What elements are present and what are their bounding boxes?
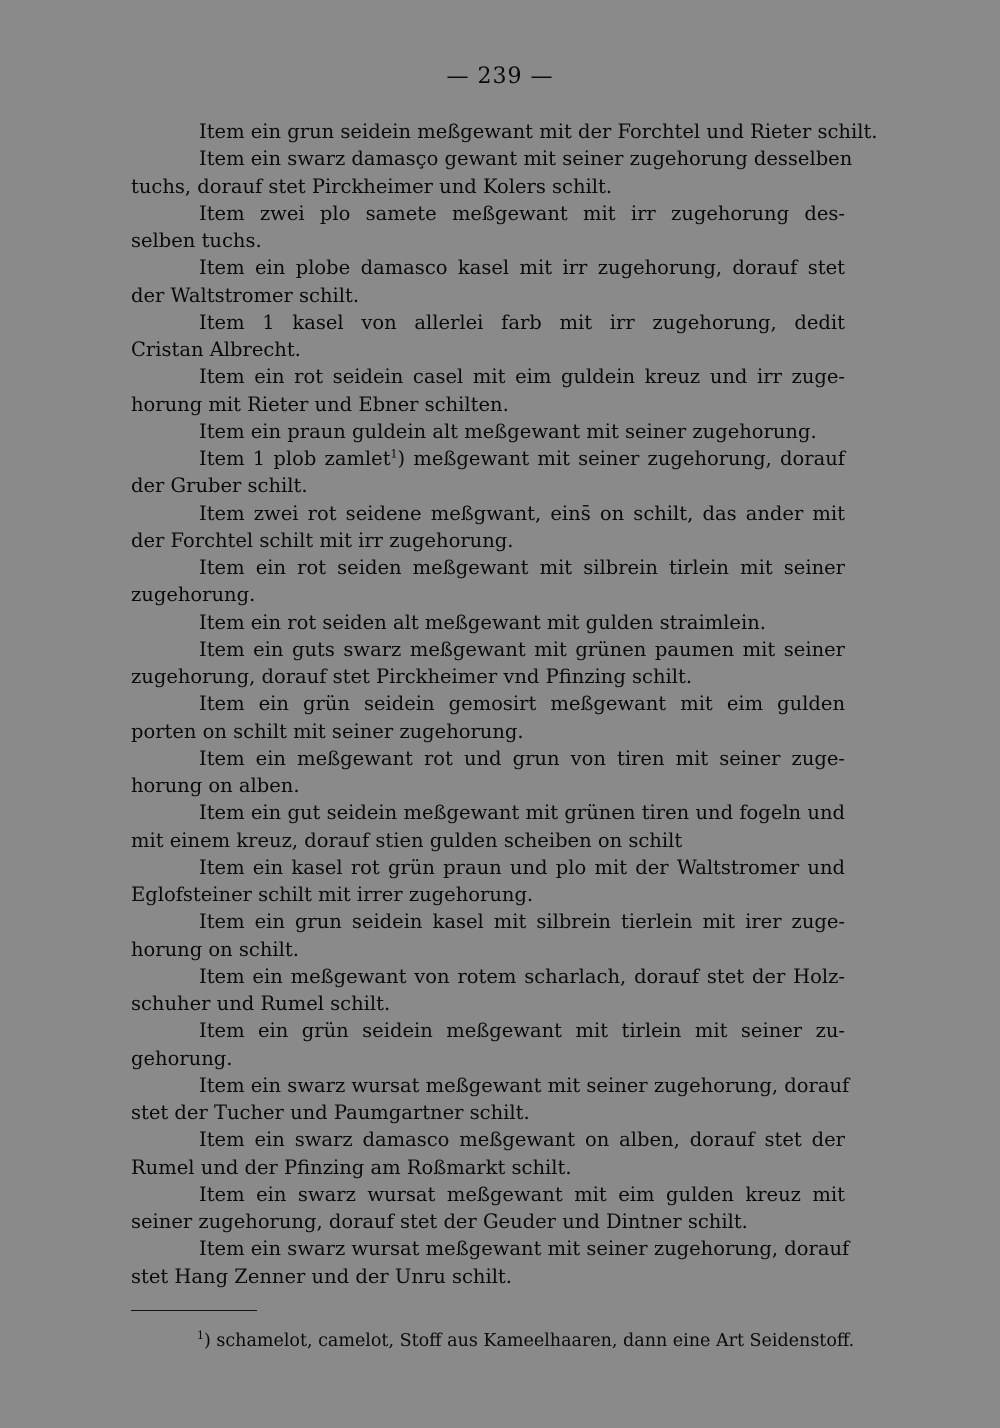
text-line: der Forchtel schilt mit irr zugehorung. (131, 528, 514, 552)
text-line: Item ein swarz damasço gewant mit seiner zugehorung desselben (199, 147, 853, 171)
text-line: Item ein rot seiden meßgewant mit silbrein tirlein mit seiner (199, 556, 845, 579)
text-line: der Waltstromer schilt. (131, 283, 360, 307)
text-line: Item 1 kasel von allerlei farb mit irr zugehorung, dedit (199, 310, 845, 334)
text-line: porten on schilt mit seiner zugehorung. (131, 719, 524, 743)
text-line: schuher und Rumel schilt. (131, 992, 391, 1015)
text-line: gehorung. (131, 1046, 233, 1070)
footnote-marker: 1 (197, 1329, 204, 1343)
text-line: Item zwei rot seidene meßgwant, eins̄ on schilt, das ander mit (199, 501, 845, 525)
footnote-text: ) schamelot, camelot, Stoff aus Kameelhaaren, dann eine Art Seidenstoff. (204, 1331, 855, 1351)
text-line: Item ein guts swarz meßgewant mit grünen paumen mit seiner (199, 637, 845, 661)
text-line: Item ein grün seidein gemosirt meßgewant mit eim gulden (199, 692, 845, 716)
text-line: der Gruber schilt. (131, 474, 308, 498)
text-line: Rumel und der Pfinzing am Roßmarkt schilt. (131, 1155, 572, 1179)
text-line: Item ein praun guldein alt meßgewant mit seiner zugehorung. (199, 419, 817, 443)
text-line: tuchs, dorauf stet Pirckheimer und Kolers schilt. (131, 174, 613, 198)
text-line: stet Hang Zenner und der Unru schilt. (131, 1264, 512, 1288)
footnote-reference: 1 (390, 447, 398, 461)
text-line: horung mit Rieter und Ebner schilten. (131, 392, 509, 416)
footnote-separator (131, 1310, 257, 1311)
text-line: zugehorung. (131, 583, 256, 607)
text-line: stet der Tucher und Paumgartner schilt. (131, 1101, 530, 1124)
text-line: Item ein rot seidein casel mit eim guldein kreuz und irr zuge- (199, 365, 845, 389)
page-number: — 239 — (446, 64, 554, 89)
text-line: Item ein swarz wursat meßgewant mit seiner zugehorung, dorauf (199, 1073, 850, 1097)
text-line: Item ein grun seidein kasel mit silbrein tierlein mit irer zuge- (199, 910, 845, 934)
text-line: Item ein swarz damasco meßgewant on alben, dorauf stet der (199, 1128, 845, 1152)
text-line-tail: ) meßgewant mit seiner zugehorung, dorauf (397, 447, 845, 470)
text-line: Item ein swarz wursat meßgewant mit seiner zugehorung, dorauf (199, 1237, 850, 1261)
text-line: Item ein rot seiden alt meßgewant mit gulden straimlein. (199, 610, 766, 634)
text-line: horung on alben. (131, 774, 300, 797)
text-line: Item zwei plo samete meßgewant mit irr zugehorung des- (199, 201, 845, 225)
text-line: zugehorung, dorauf stet Pirckheimer vnd Pfinzing schilt. (131, 665, 693, 688)
text-line: Item ein grün seidein meßgewant mit tirlein mit seiner zu- (199, 1019, 845, 1043)
text-line: Item ein meßgewant rot und grun von tiren mit seiner zuge- (199, 746, 845, 770)
text-line: mit einem kreuz, dorauf stien gulden scheiben on schilt (131, 828, 683, 852)
text-line: Cristan Albrecht. (131, 338, 301, 361)
text-line: Item ein swarz wursat meßgewant mit eim gulden kreuz mit (199, 1182, 845, 1206)
text-line: seiner zugehorung, dorauf stet der Geuder und Dintner schilt. (131, 1210, 748, 1233)
text-line: Item ein kasel rot grün praun und plo mit der Waltstromer und (199, 855, 845, 879)
text-line: Item ein meßgewant von rotem scharlach, dorauf stet der Holz- (199, 964, 845, 988)
footnote (197, 1327, 855, 1355)
text-line-with-footnote-ref (131, 445, 845, 472)
text-line: Eglofsteiner schilt mit irrer zugehorung. (131, 883, 534, 906)
inventory-entries (131, 118, 878, 1290)
text-line-head: Item 1 plob zamlet (199, 447, 391, 470)
text-line: Item ein plobe damasco kasel mit irr zugehorung, dorauf stet (199, 256, 845, 280)
text-line: selben tuchs. (131, 229, 262, 252)
text-line: horung on schilt. (131, 937, 299, 961)
text-line: Item ein grun seidein meßgewant mit der Forchtel und Rieter schilt. (199, 120, 878, 143)
text-line: Item ein gut seidein meßgewant mit grünen tiren und fogeln und (199, 801, 845, 825)
